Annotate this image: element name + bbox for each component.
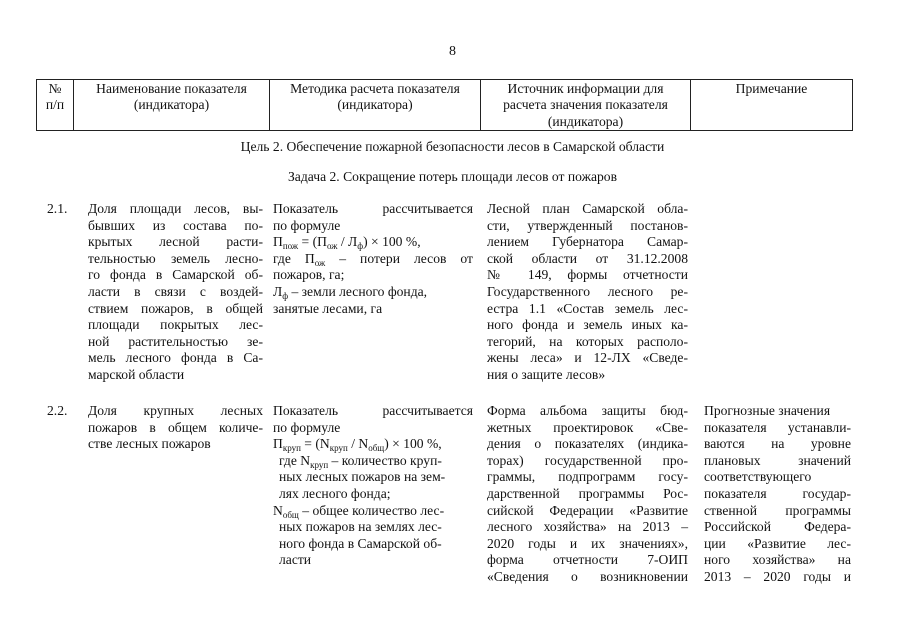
method-formula: $П_{пож} = (П_{ож} / Л_ф) \times 100$ %, (273, 234, 421, 252)
source-line: дения о показателях (индика- (487, 436, 688, 452)
method-line: где $П_{ож}$ – потери лесов от (273, 250, 473, 268)
indicator-name-line: марской области (88, 366, 185, 382)
task-caption: Задача 2. Сокращение потерь площади лесов от пожаров (287, 169, 618, 184)
row-source (487, 201, 688, 384)
source-line: граммы, подпрограмм госу- (487, 469, 688, 485)
method-line: $Л_ф$ – земли лесного фонда, (273, 283, 428, 301)
row-indicator-name (88, 403, 263, 453)
indicator-name-line: пожаров в общем количе- (88, 419, 263, 435)
row-number: 2.1. (47, 201, 68, 216)
header-col-number (37, 80, 74, 131)
source-line: дарственной программы Рос- (487, 485, 688, 501)
header-text: Примечание (735, 81, 808, 96)
indicator-name-line: Доля крупных лесных (88, 403, 263, 418)
source-line: 2020 годы и их значениях», (487, 535, 688, 551)
source-line: торах) государственной про- (487, 452, 688, 468)
indicator-name-line: стве лесных пожаров (88, 436, 211, 452)
source-line: естра 1.1 «Состав земель лес- (487, 300, 688, 316)
goal-caption: Цель 2. Обеспечение пожарной безопасности лесов в Самарской области (240, 139, 665, 154)
indicator-name-line: площади покрытых лес- (88, 317, 263, 333)
method-formula: $П_{круп} = (N_{круп} / N_{общ}) \times 100$ %, (273, 436, 442, 454)
method-line: пожаров, га; (273, 267, 345, 283)
page-number: 8 (449, 44, 456, 59)
method-line: где $N_{круп}$ – количество круп- (279, 452, 442, 470)
method-line: по формуле (273, 217, 341, 233)
header-text: Источник информации для (507, 81, 664, 96)
method-line: Показатель рассчитывается (273, 403, 473, 418)
source-line: лесного хозяйства» на 2013 – (487, 519, 688, 535)
method-line: лях лесного фонда; (279, 485, 391, 501)
header-text: № (48, 81, 62, 96)
source-line: Лесной план Самарской обла- (487, 201, 688, 216)
method-line: ласти (279, 552, 312, 568)
header-text: п/п (45, 97, 65, 113)
note-line: плановых значений (704, 452, 851, 468)
header-col-source (481, 80, 691, 131)
header-col-note (691, 80, 853, 131)
note-line: Прогнозные значения (704, 403, 831, 418)
note-line: ного хозяйства» на (704, 552, 851, 568)
row-number: 2.2. (47, 403, 68, 418)
indicator-name-line: ласти в связи с воздей- (88, 283, 263, 299)
row-source (487, 403, 688, 586)
method-line: Показатель рассчитывается (273, 201, 473, 216)
header-text: (индикатора) (547, 113, 624, 129)
source-line: Государственного лесного ре- (487, 283, 688, 299)
row-method (273, 201, 473, 317)
method-line: по формуле (273, 419, 341, 435)
indicator-name-line: ствием пожаров, в общей (88, 300, 263, 316)
note-line: 2013 – 2020 годы и (704, 568, 851, 584)
source-line: жены леса» и 12-ЛХ «Сведе- (487, 350, 688, 366)
indicator-name-line: бывших из состава по- (88, 217, 263, 233)
row-note (704, 403, 851, 586)
note-line: соответствующего (704, 469, 812, 485)
note-line: ственной программы (704, 502, 851, 518)
indicator-name-line: крытых лесной расти- (88, 234, 263, 250)
header-text: расчета значения показателя (503, 97, 668, 113)
source-line: тегорий, на которых располо- (487, 333, 688, 349)
source-line: ской области от 31.12.2008 (487, 250, 688, 266)
source-line: лением Губернатора Самар- (487, 234, 688, 250)
note-line: ваются на уровне (704, 436, 851, 452)
header-text: Методика расчета показателя (290, 81, 460, 96)
source-line: ного фонда и земель иных ка- (487, 317, 688, 333)
note-line: Российской Федера- (704, 519, 851, 535)
method-line: ных пожаров на землях лес- (279, 519, 442, 535)
header-text: (индикатора) (133, 97, 210, 113)
header-col-name (74, 80, 270, 131)
source-line: сийской Федерации «Развитие (487, 502, 688, 518)
source-line: сти, утвержденный постанов- (487, 217, 688, 233)
note-line: показателя устанавли- (704, 419, 851, 435)
indicator-name-line: мель лесного фонда в Са- (88, 350, 263, 366)
note-line: показателя государ- (704, 485, 851, 501)
method-line: занятые лесами, га (273, 300, 383, 316)
header-col-method (270, 80, 481, 131)
indicator-name-line: Доля площади лесов, вы- (88, 201, 263, 216)
table-header (36, 79, 853, 131)
indicator-name-line: тельностью земель лесно- (88, 250, 263, 266)
method-line: $N_{общ}$ – общее количество лес- (273, 502, 445, 520)
source-line: жетных проектировок «Све- (487, 419, 688, 435)
indicator-name-line: ной растительностью зе- (88, 333, 263, 349)
row-method (273, 403, 473, 569)
source-line: Форма альбома защиты бюд- (487, 403, 688, 418)
header-text: Наименование показателя (96, 81, 247, 96)
source-line: «Сведения о возникновении (487, 568, 688, 584)
row-indicator-name (88, 201, 263, 384)
source-line: № 149, формы отчетности (487, 267, 688, 283)
source-line: ния о защите лесов» (487, 366, 606, 382)
header-text: (индикатора) (337, 97, 413, 113)
method-line: ного фонда в Самарской об- (279, 535, 442, 551)
source-line: форма отчетности 7-ОИП (487, 552, 688, 568)
note-line: ции «Развитие лес- (704, 535, 851, 551)
method-line: ных лесных пожаров на зем- (279, 469, 446, 485)
indicator-name-line: го фонда в Самарской об- (88, 267, 263, 283)
